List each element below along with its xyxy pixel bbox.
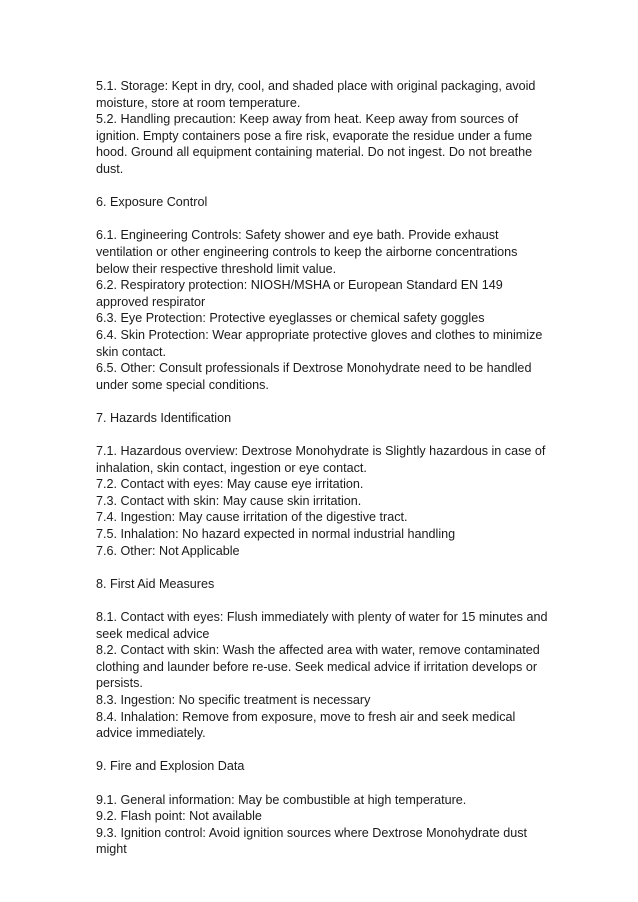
section-7-heading: 7. Hazards Identification	[96, 410, 232, 425]
item-6-1: 6.1. Engineering Controls: Safety shower and eye bath. Provide exhaust ventilation or other engineering controls to keep the airborne concentrations below their respective threshold limit value.	[96, 228, 518, 276]
item-7-5: 7.5. Inhalation: No hazard expected in normal industrial handling	[96, 527, 456, 542]
section-6-heading: 6. Exposure Control	[96, 195, 208, 210]
item-7-6: 7.6. Other: Not Applicable	[96, 543, 240, 558]
item-7-3: 7.3. Contact with skin: May cause skin irritation.	[96, 493, 362, 508]
item-8-3: 8.3. Ingestion: No specific treatment is necessary	[96, 692, 371, 707]
item-8-1: 8.1. Contact with eyes: Flush immediately with plenty of water for 15 minutes and seek medical advice	[96, 610, 548, 641]
item-8-4: 8.4. Inhalation: Remove from exposure, move to fresh air and seek medical advice immediately.	[96, 709, 516, 741]
item-6-3: 6.3. Eye Protection: Protective eyeglasses or chemical safety goggles	[96, 311, 485, 326]
document-page	[96, 78, 548, 858]
item-9-1: 9.1. General information: May be combustible at high temperature.	[96, 792, 467, 807]
item-5-2: 5.2. Handling precaution: Keep away from heat. Keep away from sources of ignition. Empty containers pose a fire risk, evaporate the residue under a fume hood. Ground all equipment containing material. Do not ingest. Do not breathe dust.	[96, 112, 533, 176]
item-6-4: 6.4. Skin Protection: Wear appropriate protective gloves and clothes to minimize skin contact.	[96, 327, 543, 359]
item-7-1: 7.1. Hazardous overview: Dextrose Monohydrate is Slightly hazardous in case of inhalation, skin contact, ingestion or eye contact.	[96, 444, 546, 475]
section-9-heading: 9. Fire and Explosion Data	[96, 759, 245, 774]
section-8-heading: 8. First Aid Measures	[96, 576, 215, 591]
item-9-2: 9.2. Flash point: Not available	[96, 809, 262, 824]
item-9-3: 9.3. Ignition control: Avoid ignition sources where Dextrose Monohydrate dust might	[96, 825, 527, 857]
item-6-2: 6.2. Respiratory protection: NIOSH/MSHA or European Standard EN 149 approved respirator	[96, 278, 503, 309]
item-6-5: 6.5. Other: Consult professionals if Dextrose Monohydrate need to be handled under some special conditions.	[96, 361, 532, 392]
item-8-2: 8.2. Contact with skin: Wash the affected area with water, remove contaminated clothing and launder before re-use. Seek medical advice if irritation develops or persists.	[96, 643, 540, 691]
item-7-4: 7.4. Ingestion: May cause irritation of the digestive tract.	[96, 510, 408, 525]
item-7-2: 7.2. Contact with eyes: May cause eye irritation.	[96, 477, 364, 492]
item-5-1: 5.1. Storage: Kept in dry, cool, and shaded place with original packaging, avoid moisture, store at room temperature.	[96, 79, 536, 110]
